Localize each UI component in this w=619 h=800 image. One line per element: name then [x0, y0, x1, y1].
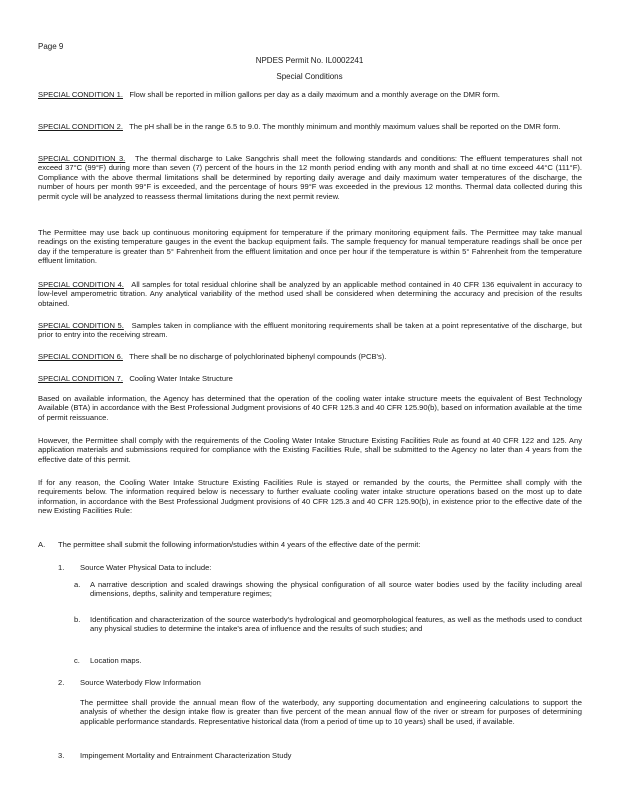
list-text: Source Water Physical Data to include: [80, 563, 212, 572]
condition-label: SPECIAL CONDITION 1. [38, 90, 123, 99]
list-label: b. [74, 615, 81, 624]
special-condition-5 [38, 321, 582, 340]
list-text: Location maps. [90, 656, 142, 665]
existing-facilities-paragraph: However, the Permittee shall comply with the requirements of the Cooling Water Intake Structure Existing Facilities Rule as found at 40 CFR 122 and 125. Any application materials and submissions required for compliance with the Existing Facilities Rule, shall be submitted to the Agency no later than 4 years from the effective date of this permit. [38, 436, 582, 464]
list-label: 3. [58, 751, 65, 760]
list-text: The permittee shall submit the following information/studies within 4 years of the effective date of the permit: [58, 540, 421, 549]
list-item-a [38, 540, 582, 549]
condition-text: Cooling Water Intake Structure [129, 374, 233, 383]
list-text: Source Waterbody Flow Information [80, 678, 201, 687]
bta-paragraph: Based on available information, the Agency has determined that the operation of the cooling water intake structure meets the equivalent of Best Technology Available (BTA) in accordance with the Best Professional Judgment provisions of 40 CFR 125.3 and 40 CFR 125.90(b), based on information available at the time of permit reissuance. [38, 394, 582, 422]
condition-label: SPECIAL CONDITION 6. [38, 352, 123, 361]
special-condition-4 [38, 280, 582, 308]
condition-label: SPECIAL CONDITION 4. [38, 280, 124, 289]
special-condition-3 [38, 154, 582, 201]
list-label: a. [74, 580, 81, 589]
list-text: A narrative description and scaled drawings showing the physical configuration of all source water bodies used by the facility including areal dimensions, depths, salinity and temperature regimes; [90, 580, 582, 599]
list-text: Identification and characterization of the source waterbody's hydrological and geomorphological features, as well as the methods used to conduct any physical studies to determine the intake's area of influence and the results of such studies; and [90, 615, 582, 634]
list-label: c. [74, 656, 80, 665]
permit-number: NPDES Permit No. IL0002241 [255, 56, 364, 65]
list-item-3 [58, 751, 582, 760]
list-item-2 [58, 678, 582, 687]
condition-text: There shall be no discharge of polychlorinated biphenyl compounds (PCB's). [129, 352, 387, 361]
sub-item-a [74, 580, 582, 599]
special-condition-7 [38, 374, 582, 383]
condition-text: Flow shall be reported in million gallons per day as a daily maximum and a monthly average on the DMR form. [129, 90, 500, 99]
condition-text: The pH shall be in the range 6.5 to 9.0. The monthly minimum and monthly maximum values shall be reported on the DMR form. [129, 122, 561, 131]
special-condition-2 [38, 122, 582, 131]
condition-label: SPECIAL CONDITION 3. [38, 154, 126, 163]
special-condition-6 [38, 352, 582, 361]
stayed-remanded-paragraph: If for any reason, the Cooling Water Intake Structure Existing Facilities Rule is stayed or remanded by the courts, the Permittee shall comply with the requirements below. The information required below is necessary to further evaluate cooling water intake structure operations based on the most up to date information, in accordance with the Best Professional Judgment provisions of 40 CFR 125.3 and 40 CFR 125.90(b), in existence prior to the effective date of the new Existing Facilities Rule: [38, 478, 582, 516]
condition-text: All samples for total residual chlorine shall be analyzed by an applicable method contained in 40 CFR 136 equivalent in accuracy to low-level amperometric titration. Any analytical variability of the method used shall be considered when determining the accuracy and precision of the results obtained. [38, 280, 582, 308]
condition-text: The thermal discharge to Lake Sangchris shall meet the following standards and conditions: The effluent temperatures shall not exceed 37°C (99°F) during more than seven (7) percent of the hours in the 12 month period ending with any month and shall at no time exceed 44°C (111°F). Compliance with the above thermal limitations shall be determined by reporting daily average and daily maximum water temperatures of the discharge, the number of hours per month 99°F is exceeded, and the percentage of hours 99°F was exceeded in the previous 12 months. Thermal data collected during this permit cycle will be analyzed to reassess thermal limitations during the next permit review. [38, 154, 582, 201]
flow-information-paragraph: The permittee shall provide the annual mean flow of the waterbody, any supporting documentation and engineering calculations to support the analysis of whether the design intake flow is greater than five percent of the mean annual flow of the river or stream for purposes of determining applicable performance standards. Representative historical data (from a period of time up to 10 years) shall be used, if available. [80, 698, 582, 726]
list-label: 1. [58, 563, 65, 572]
condition-label: SPECIAL CONDITION 2. [38, 122, 123, 131]
backup-monitoring-paragraph: The Permittee may use back up continuous monitoring equipment for temperature if the primary monitoring equipment fails. The Permittee may take manual readings on the existing temperature gauges in the event the backup equipment fails. The sample frequency for manual temperature readings shall be once per day if the temperature is greater than 5° Fahrenheit from the effluent limitation and once per hour if the temperature is within 5° Fahrenheit from the temperature effluent limitation. [38, 228, 582, 266]
section-title: Special Conditions [276, 72, 343, 81]
special-condition-1 [38, 90, 582, 99]
page-number: Page 9 [38, 42, 64, 51]
condition-text: Samples taken in compliance with the effluent monitoring requirements shall be taken at a point representative of the discharge, but prior to entry into the receiving stream. [38, 321, 582, 340]
sub-item-b [74, 615, 582, 634]
list-label: 2. [58, 678, 65, 687]
list-label: A. [38, 540, 46, 549]
condition-label: SPECIAL CONDITION 5. [38, 321, 124, 330]
list-text: Impingement Mortality and Entrainment Characterization Study [80, 751, 292, 760]
sub-item-c [74, 656, 582, 665]
condition-label: SPECIAL CONDITION 7. [38, 374, 123, 383]
list-item-1 [58, 563, 582, 572]
